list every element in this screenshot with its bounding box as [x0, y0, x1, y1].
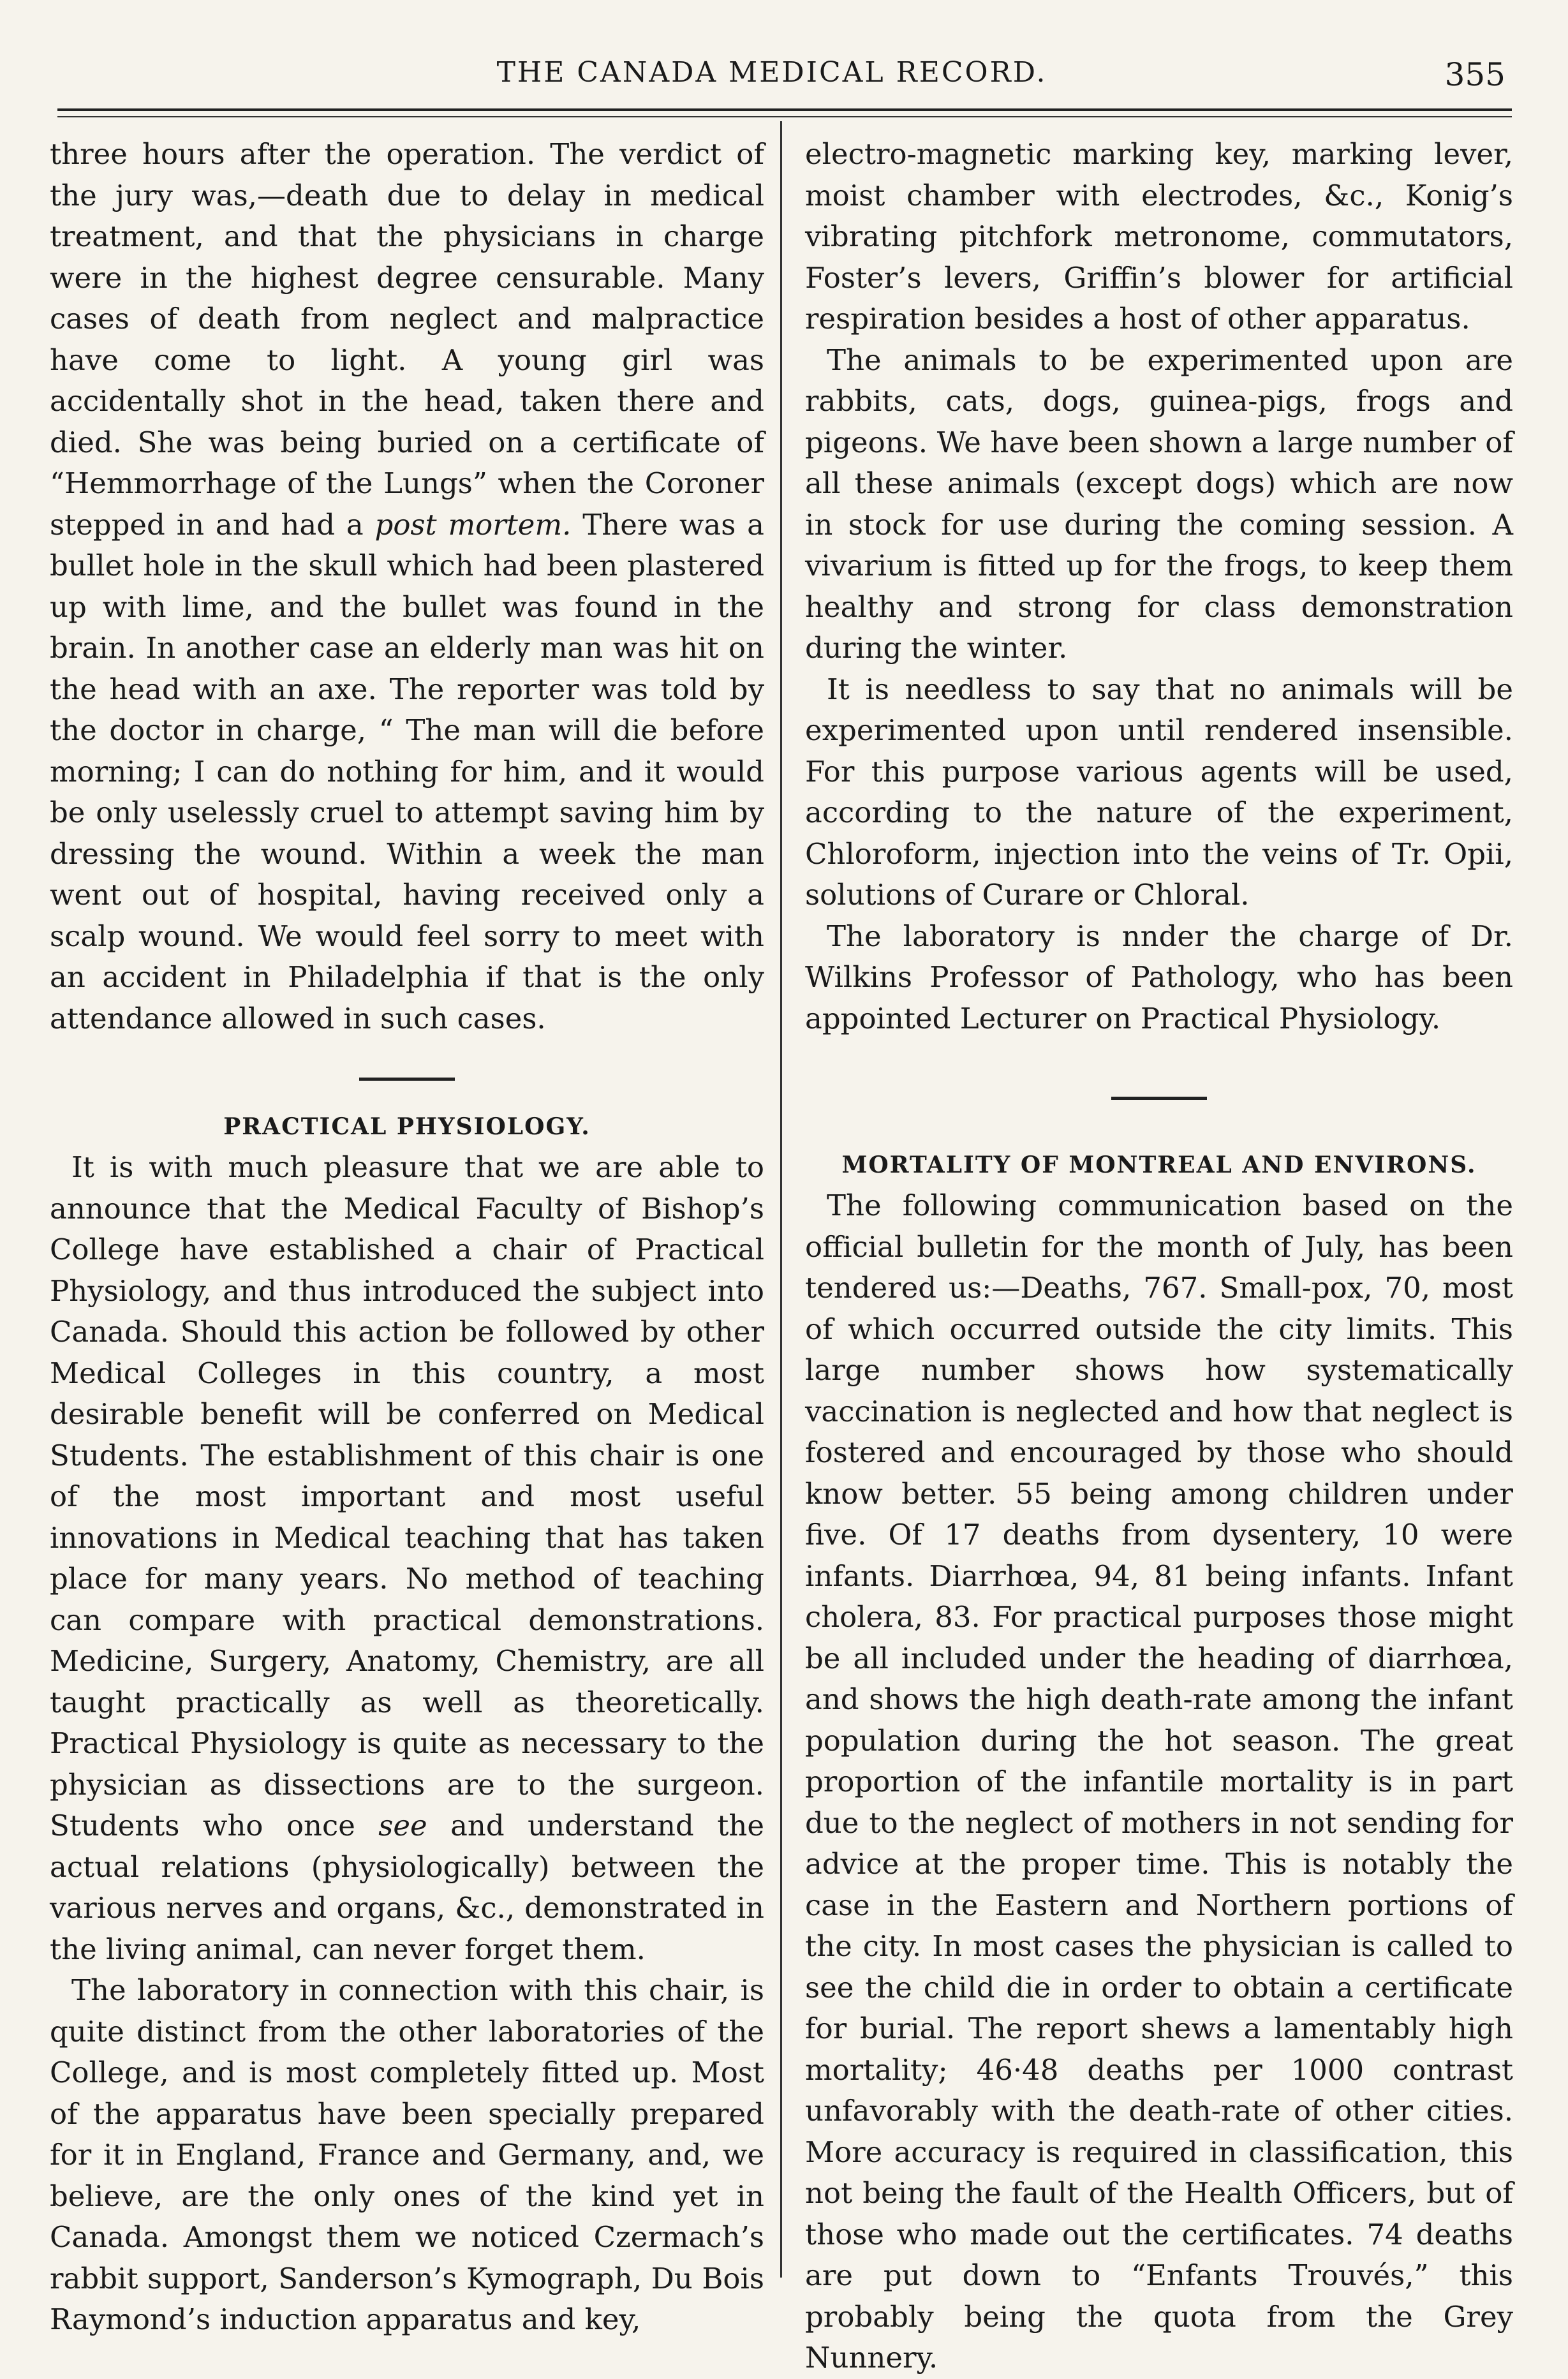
right-paragraph-4: The laboratory is nnder the charge of Dr. Wilkins Professor of Pathology, who has been appointed Lecturer on Practical Physiology.: [805, 919, 1513, 1035]
right-paragraph-5: The following communication based on the official bulletin for the month of July, has been tendered us:—Deaths, 767. Small-pox, 70, most of which occurred outside the city limits. This large number shows how systematically vaccination is neglected and how that neglect is fostered and encouraged by those who should know better. 55 being among children under five. Of 17 deaths from dysentery, 10 were infants. Diarrhœa, 94, 81 being infants. Infant cholera, 83. For practical purposes those might be all included under the heading of diarrhœa, and shows the high death-rate among the infant population during the hot season. The great proportion of the infantile mortality is in part due to the neglect of mothers in not sending for advice at the proper time. This is notably the case in the Eastern and Northern portions of the city. In most cases the physician is called to see the child die in order to obtain a certificate for burial. The report shews a lamentably high mortality; 46·48 deaths per 1000 contrast unfavorably with the death-rate of other cities. More accuracy is required in classification, this not being the fault of the Health Officers, but of those who made out the certificates. 74 deaths are put down to “Enfants Trouvés,” this probably being the quota from the Grey Nunnery.: [805, 1189, 1513, 2375]
section-heading-mortality: MORTALITY OF MONTREAL AND ENVIRONS.: [841, 1152, 1477, 1178]
section-heading-practical-physiology: PRACTICAL PHYSIOLOGY.: [223, 1113, 591, 1140]
spacer: [805, 1039, 1513, 1097]
column-divider: [780, 121, 782, 2278]
left-paragraph-1-italic: post mortem.: [374, 507, 572, 542]
right-paragraph-1: electro-magnetic marking key, marking lever, moist chamber with electrodes, &c., Konig’s vibrating pitchfork metronome, commutators, Foster’s levers, Griffin’s blower for artificial respiration besides a host of other apparatus.: [805, 137, 1513, 336]
running-header: [38, 56, 1505, 101]
page-number: 355: [1444, 56, 1505, 93]
left-paragraph-1-end: There was a bullet hole in the skull which had been plastered up with lime, and the bullet was found in the brain. In another case an elderly man was hit on the head with an axe. The reporter was told by the doctor in charge, “ The man will die before morning; I can do nothing for him, and it would be only uselessly cruel to attempt saving him by dressing the wound. Within a week the man went out of hospital, having received only a scalp wound. We would feel sorry to meet with an accident in Philadelphia if that is the only attendance allowed in such cases.: [50, 507, 765, 1035]
left-paragraph-2: [50, 1147, 764, 1970]
left-column: [50, 134, 764, 2341]
journal-title: THE CANADA MEDICAL RECORD.: [496, 56, 1047, 89]
left-paragraph-2-italic: see: [378, 1809, 427, 1842]
header-rule: [57, 108, 1512, 111]
left-paragraph-2-end: and understand the actual relations (physiologically) between the various nerves and organs, &c., demonstrated in the living animal, can never forget them.: [50, 1809, 764, 1966]
left-paragraph-3: The laboratory in connection with this chair, is quite distinct from the other laboratories of the College, and is most completely fitted up. Most of the apparatus have been specially prepared for it in England, France and Germany, and, we believe, are the only ones of the kind yet in Canada. Amongst them we noticed Czermach’s rabbit support, Sanderson’s Kymograph, Du Bois Raymond’s induction apparatus and key,: [50, 1973, 764, 2336]
left-paragraph-2-text: It is with much pleasure that we are able to announce that the Medical Faculty of Bishop’s College have established a chair of Practical Physiology, and thus introduced the subject into Canada. Should this action be followed by other Medical Colleges in this country, a most desirable benefit will be conferred on Medical Students. The establishment of this chair is one of the most important and most useful innovations in Medical teaching that has taken place for many years. No method of teaching can compare with practical demonstrations. Medicine, Surgery, Anatomy, Chemistry, are all taught practically as well as theoretically. Practical Physiology is quite as necessary to the physician as dissections are to the surgeon. Students who once: [50, 1150, 764, 1842]
spacer: [50, 1039, 764, 1078]
left-paragraph-1: [50, 134, 764, 1039]
left-paragraph-1-text: three hours after the operation. The verdict of the jury was,—death due to delay in medical treatment, and that the physicians in charge were in the highest degree censurable. Many cases of death from neglect and malpractice have come to light. A young girl was accidentally shot in the head, taken there and died. She was being buried on a certificate of “Hemmorrhage of the Lungs” when the Coroner stepped in and had a: [50, 137, 764, 542]
right-paragraph-2: The animals to be experimented upon are rabbits, cats, dogs, guinea-pigs, frogs and pigeons. We have been shown a large number of all these animals (except dogs) which are now in stock for use during the coming session. A vivarium is fitted up for the frogs, to keep them healthy and strong for class demonstration during the winter.: [805, 343, 1513, 665]
right-paragraph-3: It is needless to say that no animals will be experimented upon until rendered insensible. For this purpose various agents will be used, according to the nature of the experiment, Chloroform, injection into the veins of Tr. Opii, solutions of Curare or Chloral.: [805, 672, 1513, 912]
spacer: [805, 1100, 1513, 1145]
spacer: [50, 1081, 764, 1106]
header-rule-thin: [57, 116, 1512, 117]
right-column: [805, 134, 1513, 2379]
